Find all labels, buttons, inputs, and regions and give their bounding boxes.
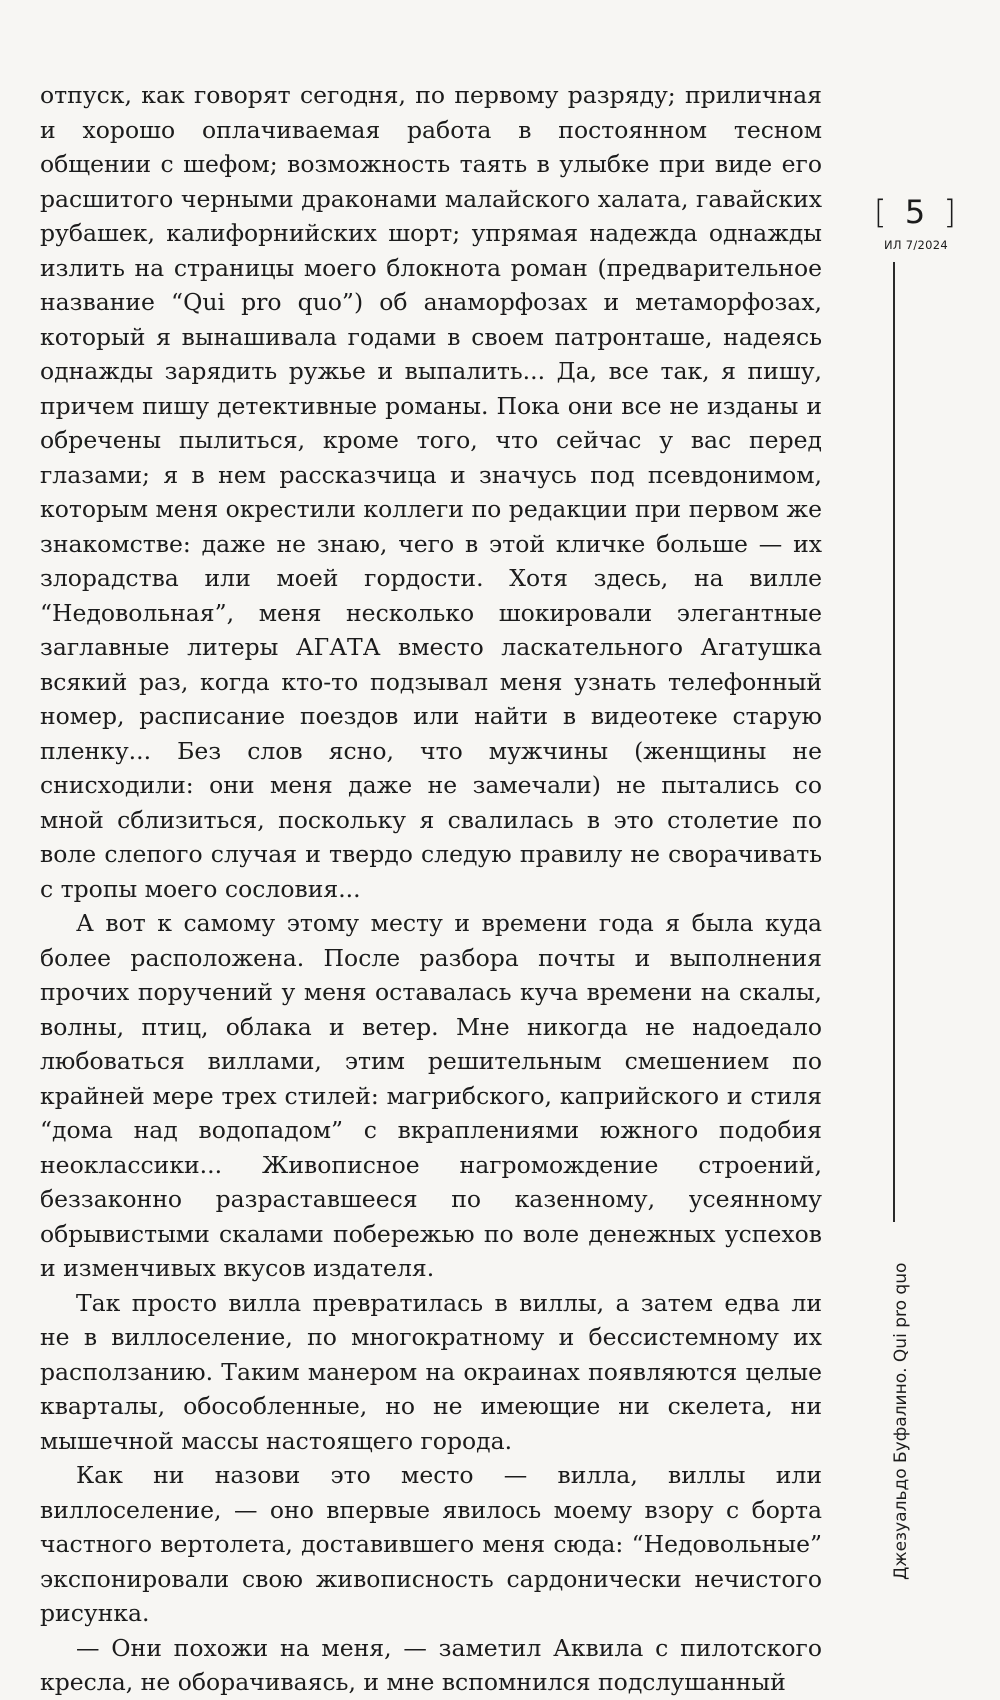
main-text [40,78,822,1700]
paragraph-1: отпуск, как говорят сегодня, по первому разряду; приличная и хорошо оплачиваемая работа в постоянном тесном общении с шефом; возможность таять в улыбке при виде его расшитого черными драконами малайского халата, гавайских рубашек, калифорнийских шорт; упрямая надежда однажды излить на страницы моего блокнота роман (предварительное название “Qui pro quo”) об анаморфозах и метаморфозах, который я вынашивала годами в своем патронташе, надеясь однажды зарядить ружье и выпалить... Да, все так, я пишу, причем пишу детективные романы. Пока они все не изданы и обречены пылиться, кроме того, что сейчас у вас перед глазами; я в нем рассказчица и значусь под псевдонимом, которым меня окрестили коллеги по редакции при первом же знакомстве: даже не знаю, чего в этой кличке больше — их злорадства или моей гордости. Хотя здесь, на вилле “Недовольная”, меня несколько шокировали элегантные заглавные литеры АГАТА вместо ласкательного Агатушка всякий раз, когда кто-то подзывал меня узнать телефонный номер, расписание поездов или найти в видеотеке старую пленку... Без слов ясно, что мужчины (женщины не снисходили: они меня даже не замечали) не пытались со мной сблизиться, поскольку я свалилась в это столетие по воле слепого случая и твердо следую правилу не сворачивать с тропы моего сословия... [40,81,822,903]
paragraph-3: Так просто вилла превратилась в виллы, а затем едва ли не в виллоселение, по многократному и бессистемному их расползанию. Таким манером на окраинах появляются целые кварталы, обособленные, но не имеющие ни скелета, ни мышечной массы настоящего города. [40,1288,822,1455]
page-number [874,190,956,234]
vertical-rule [893,262,895,1222]
page-number-value: 5 [904,193,926,231]
running-title: Джезуальдо Буфалино. Qui pro quo [891,1262,911,1580]
paragraph-2: А вот к самому этому месту и времени года я была куда более расположена. После разбора почты и выполнения прочих поручений у меня оставалась куча времени на скалы, волны, птиц, облака и ветер. Мне никогда не надоедало любоваться виллами, этим решительным смешением по крайней мере трех стилей: магрибского, каприйского и стиля “дома над водопадом” с вкраплениями южного подобия неоклассики... Живописное нагромождение строений, беззаконно разраставшееся по казенному, усеянному обрывистыми скалами побережью по воле денежных успехов и изменчивых вкусов издателя. [40,909,822,1282]
issue-label: ИЛ 7/2024 [883,238,949,252]
paragraph-4: Как ни назови это место — вилла, виллы или виллоселение, — оно впервые явилось моему взору с борта частного вертолета, доставившего меня сюда: “Недовольные” экспонировали свою живописность сардонически нечистого рисунка. [40,1461,822,1627]
page-number-bracket-close: ] [943,193,956,231]
paragraph-5: — Они похожи на меня, — заметил Аквила с пилотского кресла, не оборачиваясь, и мне вспомнился подслушанный [40,1633,822,1696]
page-number-bracket-open: [ [874,193,887,231]
